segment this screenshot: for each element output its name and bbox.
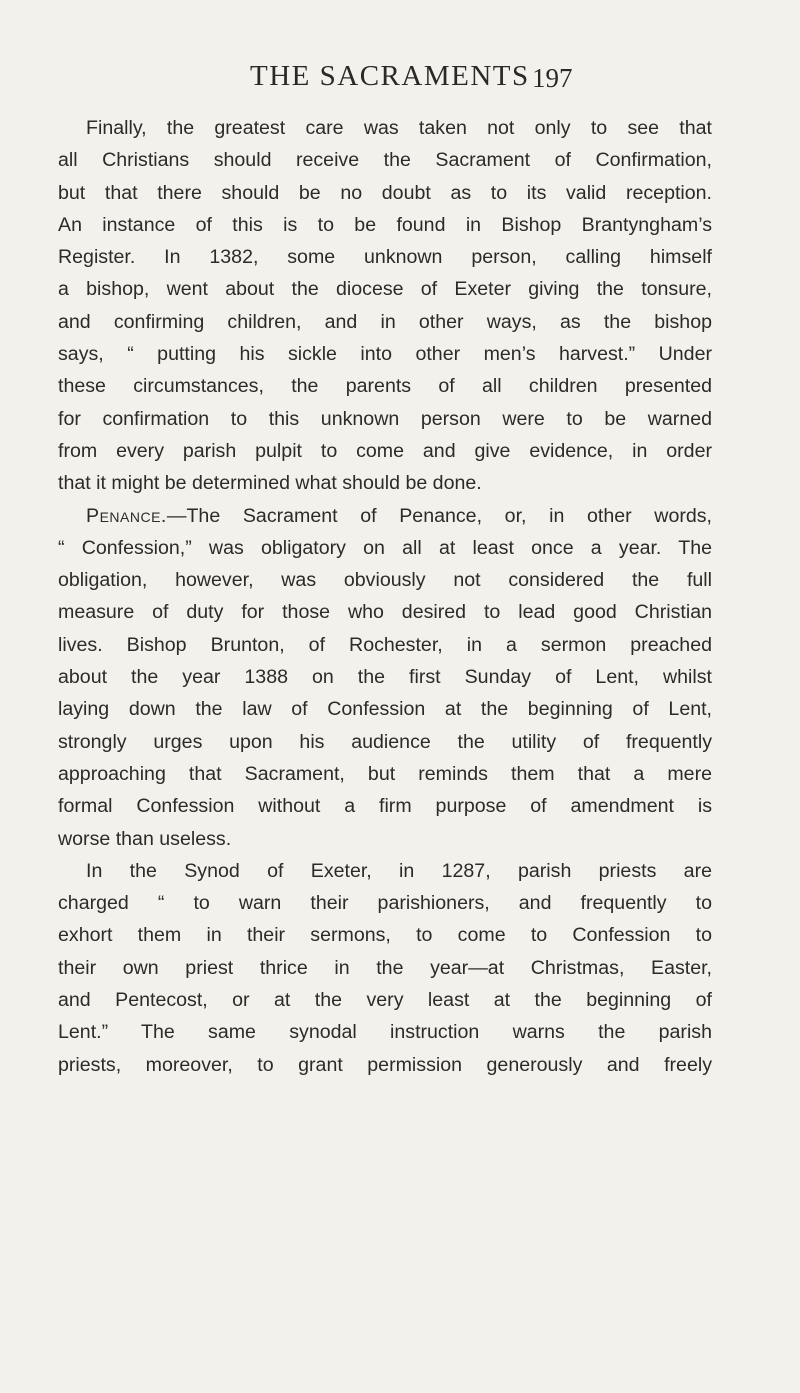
text-line: obligation, however, was obviously not considered the full [58,569,712,592]
text-line: that it might be determined what should be done. [58,472,482,495]
page-number: 197 [532,63,573,93]
text-line: exhort them in their sermons, to come to Confession to [58,924,712,947]
heading-line-rest: —The Sacrament of Penance, or, in other words, [166,504,712,527]
text-line: Finally, the greatest care was taken not only to see that [86,117,712,139]
text-line: “ Confession,” was obligatory on all at least once a year. The [58,536,712,559]
text-line: worse than useless. [58,827,232,850]
body-text [58,112,712,1081]
text-line: lives. Bishop Brunton, of Rochester, in a sermon preached [58,633,712,656]
text-line: and Pentecost, or at the very least at the beginning of [58,989,712,1012]
text-line: but that there should be no doubt as to its valid reception. [58,181,712,204]
text-line: these circumstances, the parents of all children presented [58,375,712,398]
text-line: their own priest thrice in the year—at Christmas, Easter, [58,956,712,979]
text-line: about the year 1388 on the first Sunday of Lent, whilst [58,666,712,689]
text-line: measure of duty for those who desired to lead good Christian [58,601,712,624]
text-line: from every parish pulpit to come and give evidence, in order [58,439,712,462]
text-line: charged “ to warn their parishioners, and frequently to [58,892,712,915]
running-head [0,56,800,96]
text-line: a bishop, went about the diocese of Exeter giving the tonsure, [58,278,712,301]
text-line: Lent.” The same synodal instruction warns the parish [58,1021,712,1044]
text-line: priests, moreover, to grant permission generously and freely [58,1053,712,1076]
text-line: for confirmation to this unknown person were to be warned [58,407,712,430]
text-line: all Christians should receive the Sacrament of Confirmation, [58,149,712,172]
text-line [58,500,712,532]
text-line: formal Confession without a firm purpose of amendment is [58,795,712,818]
text-line: laying down the law of Confession at the beginning of Lent, [58,698,712,721]
text-line: says, “ putting his sickle into other men’s harvest.” Under [58,343,712,366]
text-line: An instance of this is to be found in Bishop Brantyngham’s [58,213,712,236]
text-line: approaching that Sacrament, but reminds them that a mere [58,762,712,785]
section-heading: Penance. [86,504,167,527]
text-line: strongly urges upon his audience the utility of frequently [58,730,712,753]
text-line: Register. In 1382, some unknown person, calling himself [58,246,712,269]
text-line: and confirming children, and in other ways, as the bishop [58,310,712,333]
running-title: THE SACRAMENTS [250,60,530,92]
text-line: In the Synod of Exeter, in 1287, parish priests are [86,859,712,882]
